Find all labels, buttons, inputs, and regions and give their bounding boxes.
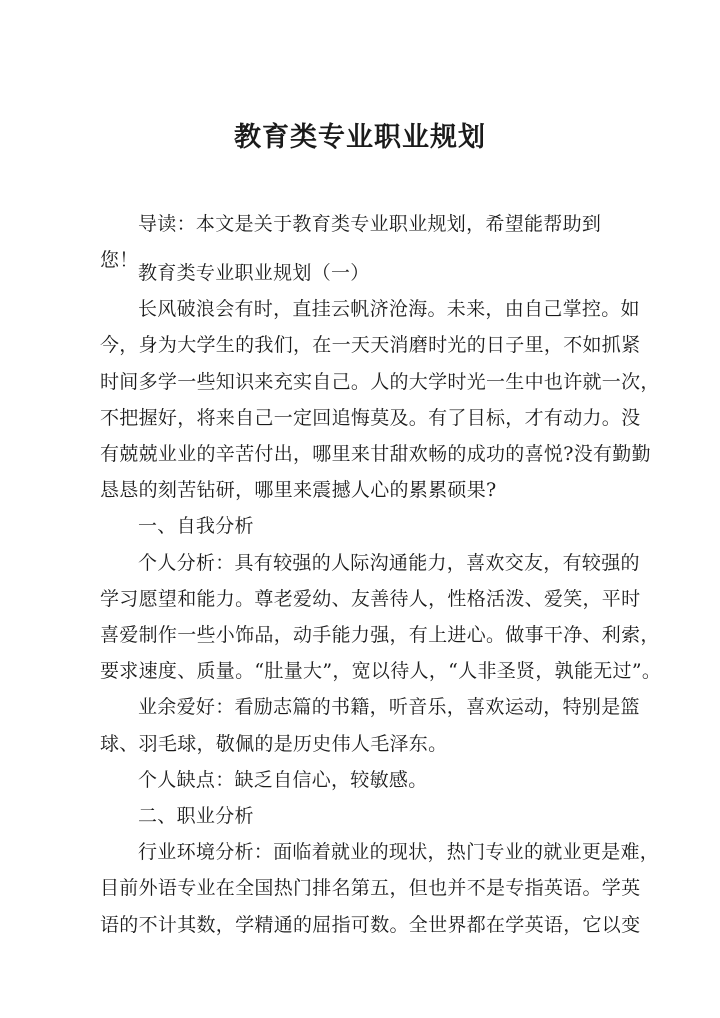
lead-text: 导读：本文是关于教育类专业职业规划，希望能帮助到您！ [100, 213, 602, 272]
paragraph-industry [100, 834, 660, 943]
text-line: 目前外语专业在全国热门排名第五，但也并不是专指英语。学英 [100, 877, 641, 900]
text-line: 学习愿望和能力。尊老爱幼、友善待人，性格活泼、爱笑，平时 [100, 587, 641, 610]
paragraph-hobbies [100, 689, 640, 761]
text-line: 个人缺点：缺乏自信心，较敏感。 [138, 768, 428, 791]
heading-career-analysis [100, 798, 630, 834]
paragraph-intro [100, 291, 660, 508]
text-line: 个人分析：具有较强的人际沟通能力，喜欢交友，有较强的 [138, 551, 640, 574]
text-line: 有兢兢业业的辛苦付出，哪里来甘甜欢畅的成功的喜悦?没有勤勤 [100, 443, 651, 466]
document-body [100, 255, 662, 943]
text-line: 要求速度、质量。“肚量大”，宽以待人，“人非圣贤，孰能无过”。 [100, 660, 662, 683]
text-line: 语的不计其数，学精通的屈指可数。全世界都在学英语，它以变 [100, 913, 641, 936]
text-line: 恳恳的刻苦钻研，哪里来震撼人心的累累硕果? [100, 479, 497, 502]
paragraph-personal-analysis [100, 545, 662, 690]
heading-self-analysis [100, 508, 630, 544]
text-line: 不把握好，将来自己一定回追悔莫及。有了目标，才有动力。没 [100, 406, 641, 429]
text-line: 时间多学一些知识来充实自己。人的大学时光一生中也许就一次， [100, 370, 660, 393]
text-line: 业余爱好：看励志篇的书籍，听音乐，喜欢运动，特别是篮 [138, 696, 640, 719]
section-heading: 教育类专业职业规划（一） [138, 262, 370, 284]
text-line: 二、职业分析 [138, 805, 254, 828]
paragraph-weaknesses [100, 762, 630, 798]
text-line: 今，身为大学生的我们，在一天天消磨时光的日子里，不如抓紧 [100, 334, 641, 357]
text-line: 喜爱制作一些小饰品，动手能力强，有上进心。做事干净、利索， [100, 624, 660, 647]
text-line: 球、羽毛球，敬佩的是历史伟人毛泽东。 [100, 732, 448, 755]
document-title: 教育类专业职业规划 [234, 122, 486, 153]
text-line: 一、自我分析 [138, 515, 254, 538]
text-line: 行业环境分析：面临着就业的现状，热门专业的就业更是难， [138, 841, 660, 864]
text-line: 长风破浪会有时，直挂云帆济沧海。未来，由自己掌控。如 [138, 298, 640, 321]
